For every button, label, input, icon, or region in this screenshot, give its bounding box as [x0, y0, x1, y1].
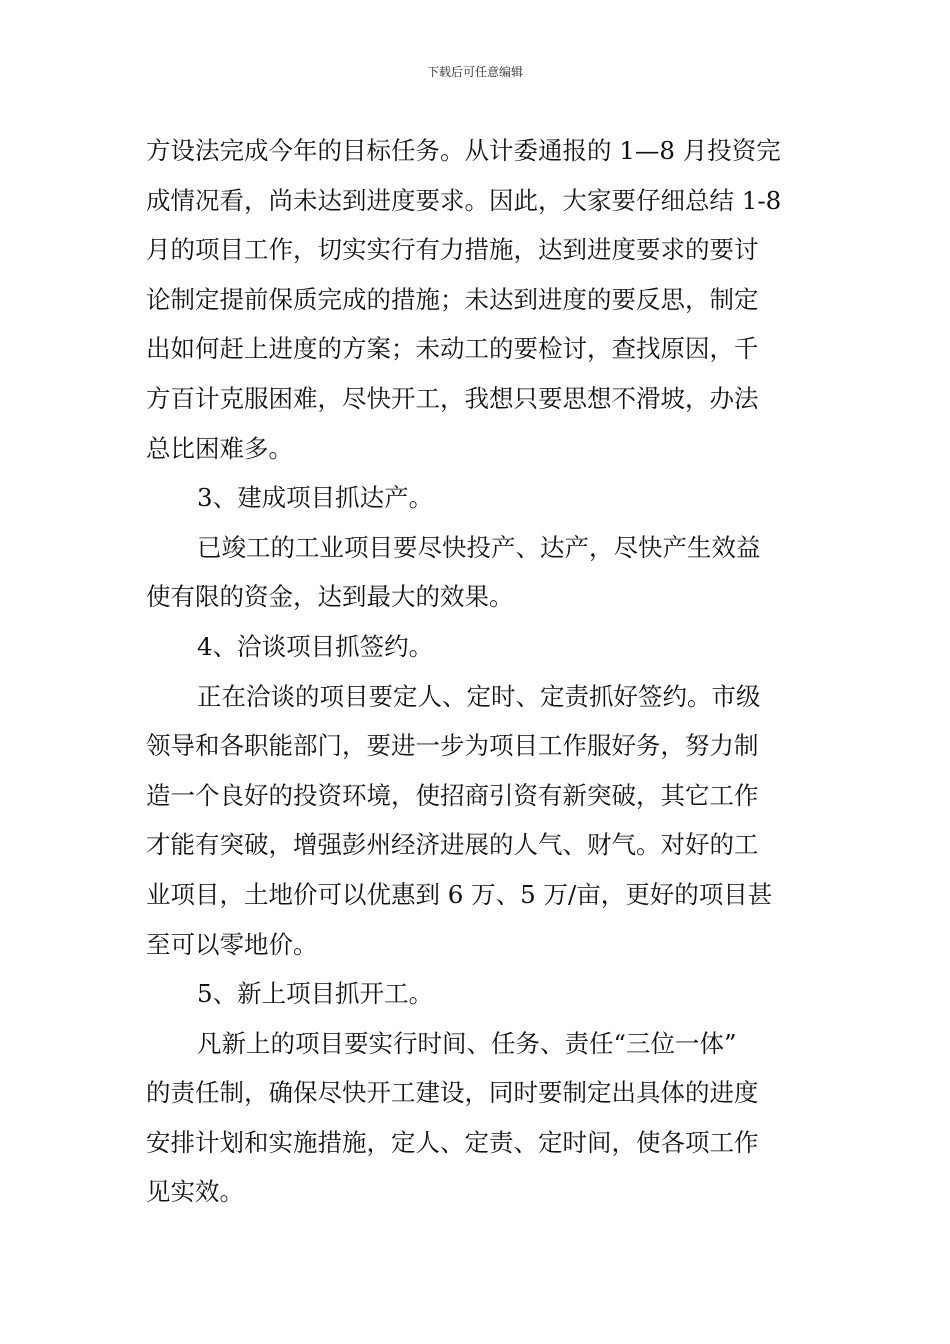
page-header: 下载后可任意编辑	[426, 65, 523, 79]
section-heading: 3、建成项目抓达产。	[197, 483, 434, 513]
text-line: 才能有突破，增强彭州经济进展的人气、财气。对好的工	[146, 830, 759, 860]
text-line: 成情况看，尚未达到进度要求。因此，大家要仔细总结 1-8	[146, 185, 782, 215]
text-line: 见实效。	[146, 1177, 244, 1207]
text-line: 方设法完成今年的目标任务。从计委通报的 1—8 月投资完	[146, 136, 781, 165]
text-line: 使有限的资金，达到最大的效果。	[146, 582, 514, 612]
text-line: 业项目，土地价可以优惠到 6 万、5 万/亩，更好的项目甚	[146, 879, 773, 909]
section-heading: 5、新上项目抓开工。	[197, 979, 434, 1009]
text-line: 正在洽谈的项目要定人、定时、定责抓好签约。市级	[197, 681, 761, 711]
text-line: 总比困难多。	[146, 433, 293, 463]
text-line: 方百计克服困难，尽快开工，我想只要思想不滑坡，办法	[146, 383, 759, 413]
text-line: 安排计划和实施措施，定人、定责、定时间，使各项工作	[146, 1127, 759, 1157]
text-line: 月的项目工作，切实实行有力措施，达到进度要求的要讨	[146, 235, 759, 265]
text-line: 的责任制，确保尽快开工建设，同时要制定出具体的进度	[146, 1078, 759, 1108]
text-line: 已竣工的工业项目要尽快投产、达产，尽快产生效益	[197, 532, 761, 562]
text-line: 造一个良好的投资环境，使招商引资有新突破，其它工作	[146, 780, 759, 810]
text-line: 出如何赶上进度的方案；未动工的要检讨，查找原因，千	[146, 334, 759, 364]
text-line: 论制定提前保质完成的措施；未达到进度的要反思，制定	[146, 284, 759, 314]
section-heading: 4、洽谈项目抓签约。	[197, 631, 434, 661]
text-line: 领导和各职能部门，要进一步为项目工作服好务，努力制	[146, 731, 759, 761]
body-text	[146, 126, 810, 1217]
text-line: 至可以零地价。	[146, 929, 318, 959]
text-line: 凡新上的项目要实行时间、任务、责任“三位一体”	[197, 1028, 737, 1058]
